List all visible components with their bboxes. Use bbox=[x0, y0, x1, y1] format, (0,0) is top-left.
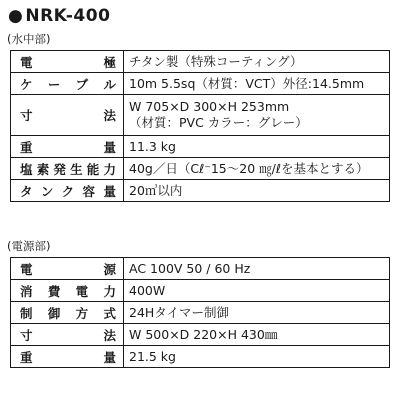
table-row bbox=[11, 302, 390, 324]
table-row bbox=[11, 324, 390, 346]
spec-label: 重 量 bbox=[11, 136, 124, 158]
page-title bbox=[8, 6, 110, 26]
spec-value-line: 24Hタイマー制御 bbox=[129, 304, 230, 320]
spec-value-line: 40g／日（Cℓ⁻15〜20 ㎎/ℓを基本とする） bbox=[129, 160, 369, 176]
underwater-spec-table bbox=[10, 50, 390, 202]
spec-value bbox=[124, 346, 390, 368]
spec-value-line: 11.3 kg bbox=[129, 138, 176, 154]
table-row bbox=[11, 158, 390, 180]
spec-value-line: 21.5 kg bbox=[129, 348, 176, 364]
table-row bbox=[11, 136, 390, 158]
spec-label: 寸 法 bbox=[11, 95, 124, 136]
spec-value bbox=[124, 95, 390, 136]
spec-value bbox=[124, 136, 390, 158]
underwater-section-caption: (水中部) bbox=[7, 32, 51, 46]
spec-value-line: （材質：PVC カラー：グレー） bbox=[129, 115, 308, 130]
table-row bbox=[11, 51, 390, 73]
spec-value bbox=[124, 51, 390, 73]
spec-label: 塩素発生能力 bbox=[11, 158, 124, 180]
spec-label: 制御方式 bbox=[11, 302, 124, 324]
table-row bbox=[11, 346, 390, 368]
table-row bbox=[11, 95, 390, 136]
spec-value-line: 10m 5.5sq（材質：VCT）外径:14.5mm bbox=[129, 75, 365, 91]
model-name: NRK-400 bbox=[25, 6, 111, 26]
table-row bbox=[11, 280, 390, 302]
spec-value-line: W 500×D 220×H 430㎜ bbox=[129, 326, 278, 342]
spec-value bbox=[124, 280, 390, 302]
table-row bbox=[11, 258, 390, 280]
spec-value-line: 20㎥以内 bbox=[129, 182, 183, 198]
spec-value bbox=[124, 258, 390, 280]
spec-label: 消費電力 bbox=[11, 280, 124, 302]
spec-value-line: チタン製（特殊コーティング） bbox=[129, 53, 303, 69]
table-row bbox=[11, 73, 390, 95]
spec-value-line: 400W bbox=[129, 282, 166, 298]
spec-value bbox=[124, 158, 390, 180]
bullet-icon: ● bbox=[8, 6, 24, 26]
table-row bbox=[11, 180, 390, 202]
spec-value bbox=[124, 302, 390, 324]
spec-value bbox=[124, 180, 390, 202]
spec-value-line: AC 100V 50 / 60 Hz bbox=[129, 260, 251, 276]
spec-value bbox=[124, 73, 390, 95]
spec-label: 寸 法 bbox=[11, 324, 124, 346]
power-section-caption: (電源部) bbox=[7, 239, 51, 253]
spec-label: タンク容量 bbox=[11, 180, 124, 202]
spec-value-line: W 705×D 300×H 253mm bbox=[129, 99, 290, 114]
power-spec-table bbox=[10, 257, 390, 368]
spec-label: 電 極 bbox=[11, 51, 124, 73]
power-spec-body bbox=[11, 258, 390, 368]
spec-label: 重 量 bbox=[11, 346, 124, 368]
underwater-spec-body bbox=[11, 51, 390, 202]
spec-value bbox=[124, 324, 390, 346]
spec-label: ケ ー ブ ル bbox=[11, 73, 124, 95]
spec-label: 電 源 bbox=[11, 258, 124, 280]
